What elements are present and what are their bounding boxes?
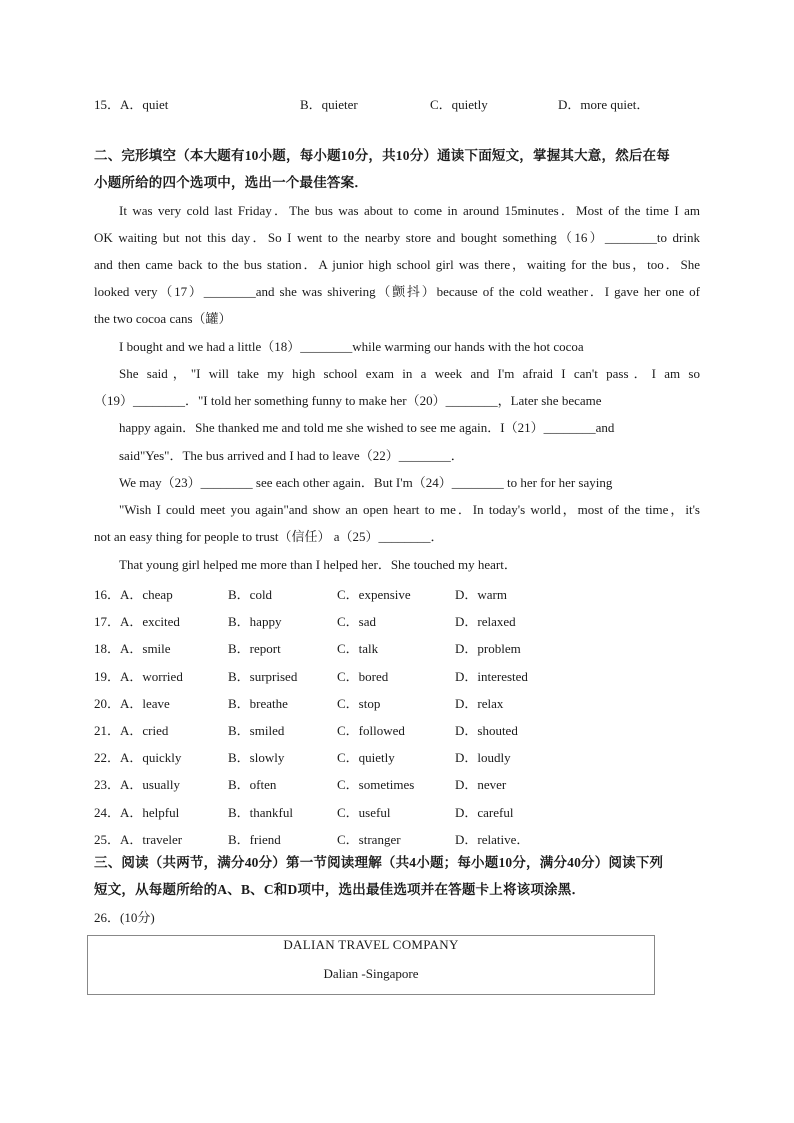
option-c: C．useful [337,805,391,820]
option-c: C．talk [337,641,379,656]
option-a: 24．A．helpful [94,805,180,820]
option-c: C．sometimes [337,777,415,792]
option-c: C．followed [337,723,405,738]
option-d: D．shouted [455,723,518,738]
option-d: D．never [455,777,507,792]
passage-line: the two cocoa cans（罐） [94,311,232,326]
option-c: C．stranger [337,832,401,847]
option-c: C．quietly [337,750,395,765]
option-d: D．interested [455,669,528,684]
option-a: 20．A．leave [94,696,170,711]
option-d: D．relax [455,696,504,711]
q15-option-b: B．quieter [300,97,358,112]
option-b: B．often [228,777,277,792]
option-a: 23．A．usually [94,777,180,792]
option-row [94,802,614,818]
option-row [94,774,614,790]
passage-line: She said，"I will take my high school exam in a week and I'm afraid I can't pass．I am so [119,366,700,381]
box-subtitle: Dalian -Singapore [323,966,419,981]
option-a: 16．A．cheap [94,587,173,602]
question-26-label: 26．(10分) [94,910,155,925]
option-c: C．sad [337,614,377,629]
passage-line: looked very（17）________and she was shivering（颤抖）because of the cold weather．I gave her one of [94,284,700,299]
option-d: D．loudly [455,750,511,765]
section2-heading-line1: 二、完形填空（本大题有10小题，每小题10分，共10分）通读下面短文，掌握其大意，然后在每 [94,148,670,163]
passage-line: "Wish I could meet you again"and show an open heart to me．In today's world，most of the time，it's [119,502,700,517]
box-title: DALIAN TRAVEL COMPANY [283,937,459,952]
option-row [94,720,614,736]
option-row [94,666,614,682]
option-b: B．report [228,641,281,656]
option-b: B．surprised [228,669,298,684]
option-b: B．happy [228,614,282,629]
option-d: D．relative． [455,832,530,847]
option-b: B．friend [228,832,281,847]
option-d: D．relaxed [455,614,516,629]
option-b: B．smiled [228,723,285,738]
section3-heading-line2: 短文，从每题所给的A、B、C和D项中，选出最佳选项并在答题卡上将该项涂黑． [94,882,586,897]
option-b: B．cold [228,587,273,602]
option-d: D．warm [455,587,507,602]
option-b: B．thankful [228,805,293,820]
section3-heading-line1: 三、阅读（共两节，满分40分）第一节阅读理解（共4小题；每小题10分，满分40分）阅读下列 [94,855,664,870]
option-c: C．expensive [337,587,411,602]
option-row [94,829,614,845]
option-b: B．slowly [228,750,285,765]
option-a: 21．A．cried [94,723,169,738]
option-a: 19．A．worried [94,669,183,684]
travel-company-box [87,935,655,995]
passage-line: not an easy thing for people to trust（信任） a（25）________． [94,529,444,544]
option-row [94,584,614,600]
option-a: 18．A．smile [94,641,171,656]
passage-line: That young girl helped me more than I helped her．She touched my heart． [119,557,517,572]
option-a: 17．A．excited [94,614,180,629]
passage-line: We may（23）________ see each other again．But I'm（24）________ to her for her saying [119,475,613,490]
option-row [94,747,614,763]
option-row [94,638,614,654]
option-d: D．careful [455,805,514,820]
question-15 [94,97,694,113]
option-c: C．stop [337,696,381,711]
passage-line: happy again．She thanked me and told me she wished to see me again．I（21）________and [119,420,615,435]
option-row [94,611,614,627]
option-d: D．problem [455,641,521,656]
q15-option-c: C．quietly [430,97,488,112]
option-row [94,693,614,709]
passage-line: and then came back to the bus station．A junior high school girl was there，waiting for the bus，too．She [94,257,700,272]
passage-line: said"Yes"．The bus arrived and I had to leave（22）________． [119,448,464,463]
section2-heading-line2: 小题所给的四个选项中，选出一个最佳答案． [94,175,368,190]
passage-line: It was very cold last Friday．The bus was about to come in around 15minutes．Most of the time I am [119,203,700,218]
passage-line: （19）________．"I told her something funny to make her（20）________，Later she became [94,393,602,408]
q15-option-d: D．more quiet． [558,97,650,112]
q15-option-a: 15．A．quiet [94,97,169,112]
option-a: 22．A．quickly [94,750,182,765]
passage-line: OK waiting but not this day．So I went to the nearby store and bought something（16）________to drink [94,230,700,245]
passage-line: I bought and we had a little（18）________while warming our hands with the hot cocoa [119,339,584,354]
option-b: B．breathe [228,696,288,711]
option-c: C．bored [337,669,389,684]
option-a: 25．A．traveler [94,832,183,847]
